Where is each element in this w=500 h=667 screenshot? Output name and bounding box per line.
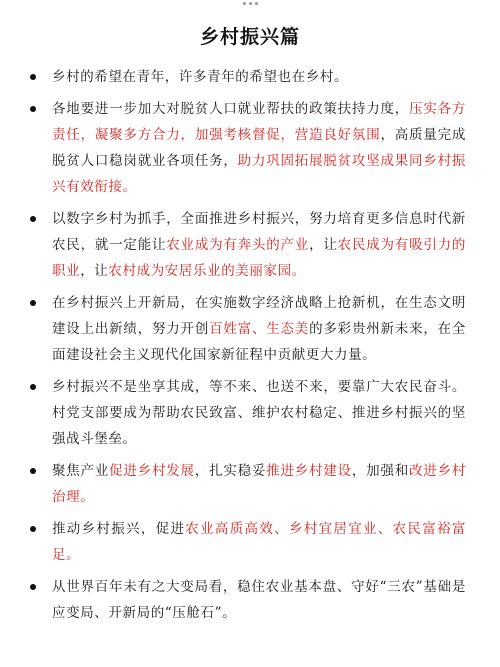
body-text: 从世界百年未有之大变局看，稳住农业基本盘、守好“三农”基础是应变局、开新局的“压舱石”。 (52, 579, 466, 621)
more-dots-icon[interactable] (0, 2, 500, 10)
highlight-text: 农业成为有奔头的产业 (166, 237, 310, 253)
list-item (52, 64, 466, 90)
body-text: 以数字乡村为抓手，全面推进乡村振兴，努力培育更多信息时代新农民，就一定能让 (52, 211, 466, 253)
highlight-text: 助力巩固拓展脱贫攻坚成果同乡村振兴有效衔接。 (52, 153, 466, 195)
bullet-list (52, 64, 466, 632)
body-text: 各地要进一步加大对脱贫人口就业帮扶的政策扶持力度， (52, 101, 410, 117)
list-item (52, 574, 466, 626)
highlight-text: 农民成为有吸引力的职业 (52, 237, 467, 279)
body-text: 乡村振兴不是坐享其成，等不来、也送不来，要靠广大农民奋斗。村党支部要成为帮助农民致富、维护农村稳定、推进乡村振兴的坚强战斗堡垒。 (52, 379, 466, 447)
body-text: 聚焦产业 (52, 463, 110, 479)
highlight-text: 百姓富、生态美 (209, 321, 310, 337)
highlight-text: 压实各方责任，凝聚多方合力，加强考核督促，营造良好氛围 (52, 101, 466, 143)
body-text: 在乡村振兴上开新局，在实施数字经济战略上抢新机，在生态文明建设上出新绩，努力开创 (52, 295, 466, 337)
page-title: 乡村振兴篇 (199, 26, 300, 48)
highlight-text: 农村成为安居乐业的美丽家园。 (108, 263, 306, 279)
list-item (52, 458, 466, 510)
highlight-text: 推进乡村建设 (266, 463, 352, 479)
highlight-text: 促进乡村发展 (109, 463, 195, 479)
body-text: 乡村的希望在青年，许多青年的希望也在乡村。 (52, 69, 349, 85)
body-text: 的多彩贵州新未来，在全面建设社会主义现代化国家新征程中贡献更大力量。 (52, 321, 467, 363)
list-item (52, 206, 466, 284)
highlight-text: 农业高质高效、乡村宜居宜业、农民富裕富足。 (52, 521, 466, 563)
body-text: ，高质量完成脱贫人口稳岗就业各项任务， (52, 127, 466, 169)
list-item (52, 374, 466, 452)
body-text: ，让 (80, 263, 109, 279)
body-text: ，扎实稳妥 (194, 463, 267, 479)
body-text: ，加强和 (351, 463, 410, 479)
dot (243, 2, 246, 5)
list-item (52, 290, 466, 368)
highlight-text: 改进乡村治理。 (52, 463, 466, 505)
list-item (52, 516, 466, 568)
dot (255, 2, 258, 5)
body-text: 推动乡村振兴，促进 (52, 521, 186, 537)
dot (249, 2, 252, 5)
body-text: ，让 (309, 237, 338, 253)
list-item (52, 96, 466, 200)
